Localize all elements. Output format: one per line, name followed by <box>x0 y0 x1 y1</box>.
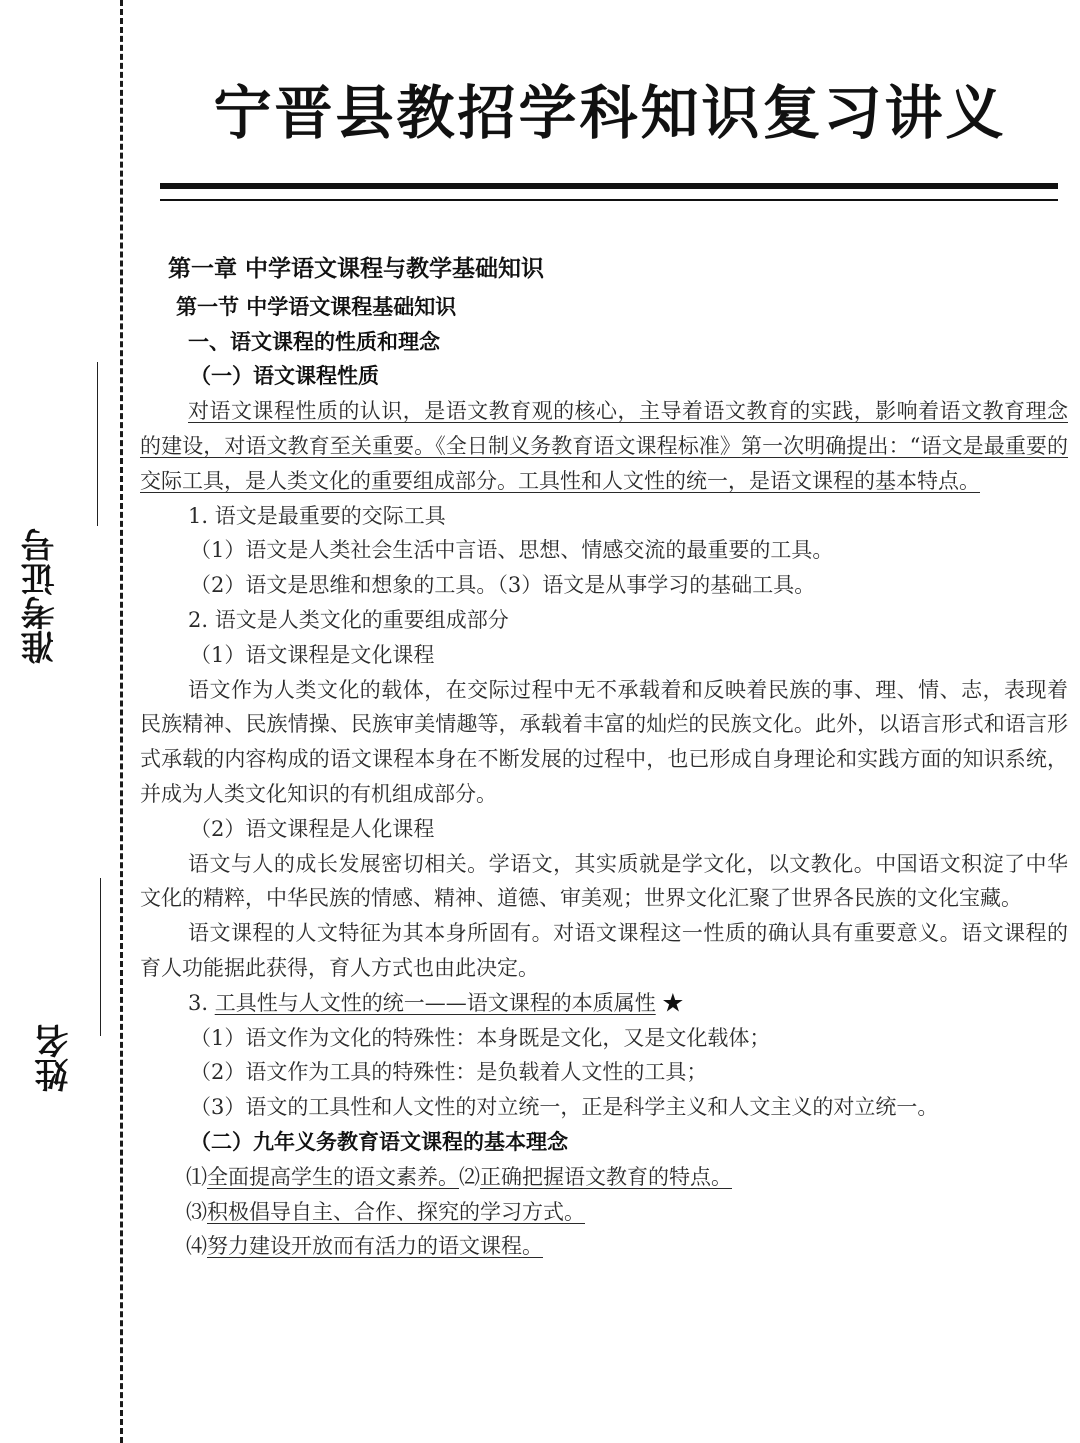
item3-underlined-title: 工具性与人文性的统一——语文课程的本质属性 <box>214 990 656 1015</box>
idea3-text: 积极倡导自主、合作、探究的学习方式。 <box>207 1199 585 1224</box>
idea-line-4 <box>140 1229 1068 1264</box>
idea1-text: 全面提高学生的语文素养。 <box>207 1164 459 1189</box>
item1-point1: （1）语文是人类社会生活中言语、思想、情感交流的最重要的工具。 <box>190 538 834 563</box>
item1-title: 1. 语文是最重要的交际工具 <box>188 503 446 528</box>
intro-underlined-text: 对语文课程性质的认识，是语文教育观的核心，主导着语文教育的实践，影响着语文教育理念的建设，对语文教育至关重要。《全日制义务教育语文课程标准》第一次明确提出：“语文是最重要的交际工具，是人类文化的重要组成部分。工具性和人文性的统一，是语文课程的基本特点。 <box>140 399 1068 493</box>
page-title: 宁晋县教招学科知识复习讲义 <box>213 79 1007 147</box>
item3-point3: （3）语文的工具性和人文性的对立统一，正是科学主义和人文主义的对立统一。 <box>190 1095 939 1120</box>
idea4-text: 努力建设开放而有活力的语文课程。 <box>207 1234 543 1259</box>
humanistic-feature-paragraph: 语文课程的人文特征为其本身所固有。对语文课程这一性质的确认具有重要意义。语文课程的育人功能据此获得，育人方式也由此决定。 <box>140 921 1068 980</box>
title-rule-thin <box>160 199 1058 201</box>
idea2-number: ⑵ <box>459 1164 480 1189</box>
item3-point1: （1）语文作为文化的特殊性：本身既是文化，又是文化载体； <box>190 1025 771 1050</box>
name-label: 姓名 <box>35 1024 75 1092</box>
idea4-number: ⑷ <box>186 1234 207 1259</box>
item2-point1: （1）语文课程是文化课程 <box>190 642 435 667</box>
idea-line-3 <box>140 1195 1068 1230</box>
subsection-heading-1: （一）语文课程性质 <box>190 364 379 389</box>
item1-point2: （2）语文是思维和想象的工具。（3）语文是从事学习的基础工具。 <box>190 573 816 598</box>
name-fill-line <box>100 878 101 1036</box>
exam-id-label: 准考证号 <box>21 528 61 664</box>
title-rule-thick <box>160 183 1058 189</box>
item2-point2: （2）语文课程是人化课程 <box>190 816 435 841</box>
humanity-paragraph: 语文与人的成长发展密切相关。学语文，其实质就是学文化，以文教化。中国语文积淀了中华文化的精粹，中华民族的情感、精神、道德、审美观；世界文化汇聚了世界各民族的文化宝藏。 <box>140 851 1068 911</box>
chapter-heading: 第一章 中学语文课程与教学基础知识 <box>168 256 545 282</box>
subsection-heading-2: （二）九年义务教育语文课程的基本理念 <box>190 1129 568 1154</box>
binding-dashed-line <box>120 0 123 1443</box>
intro-paragraph <box>140 394 1068 498</box>
idea3-number: ⑶ <box>186 1199 207 1224</box>
item3-title <box>140 986 1068 1021</box>
section-heading: 第一节 中学语文课程基础知识 <box>176 294 457 319</box>
idea2-text: 正确把握语文教育的特点。 <box>480 1164 732 1189</box>
idea-line-1 <box>140 1160 1068 1195</box>
item3-number: 3. <box>188 990 215 1015</box>
idea1-number: ⑴ <box>186 1164 207 1189</box>
document-body <box>140 252 1068 1264</box>
item3-point2: （2）语文作为工具的特殊性：是负载着人文性的工具； <box>190 1060 708 1085</box>
item2-title: 2. 语文是人类文化的重要组成部分 <box>188 607 509 632</box>
part-heading: 一、语文课程的性质和理念 <box>188 329 440 354</box>
exam-id-fill-line <box>97 362 98 526</box>
star-icon: ★ <box>662 990 684 1015</box>
culture-paragraph: 语文作为人类文化的载体，在交际过程中无不承载着和反映着民族的事、理、情、志，表现着民族精神、民族情操、民族审美情趣等，承载着丰富的灿烂的民族文化。此外，以语言形式和语言形式承载的内容构成的语文课程本身在不断发展的过程中，也已形成自身理论和实践方面的知识系统，并成为人类文化知识的有机组成部分。 <box>140 677 1068 806</box>
